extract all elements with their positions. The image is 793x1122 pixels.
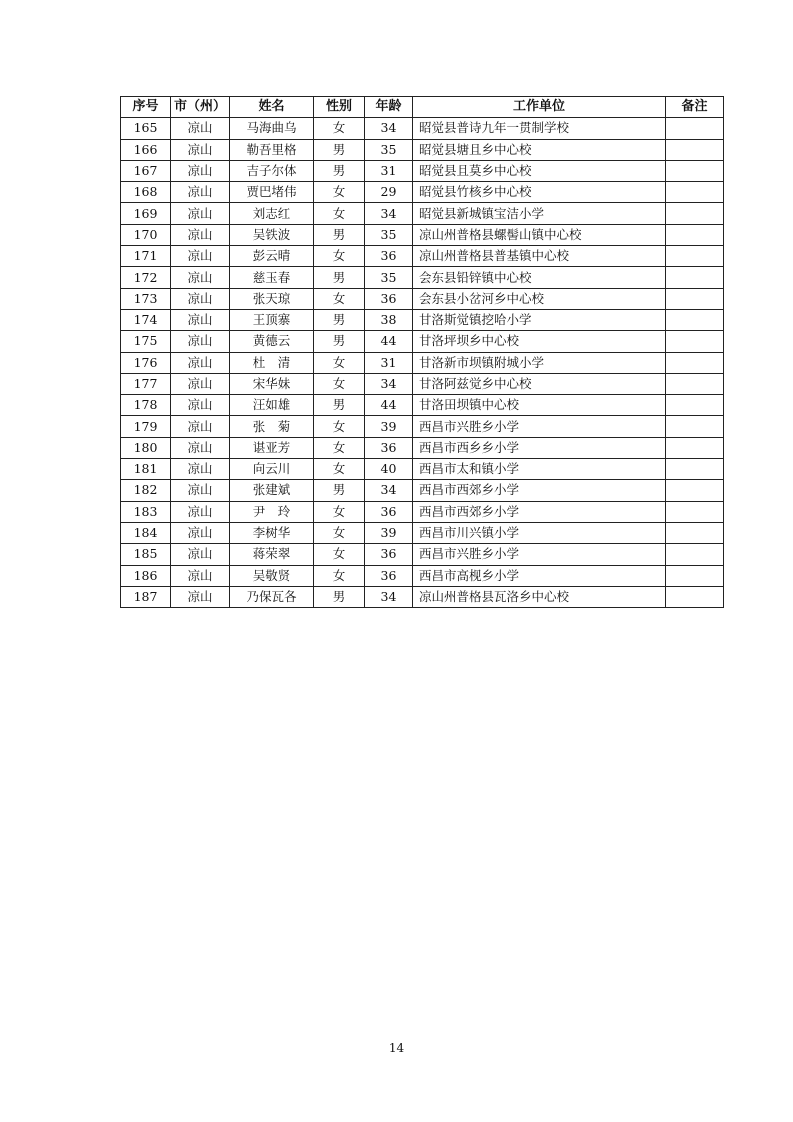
cell-gender: 女 bbox=[314, 437, 365, 458]
table-row bbox=[121, 586, 724, 607]
cell-note bbox=[666, 139, 724, 160]
cell-city: 凉山 bbox=[171, 501, 230, 522]
cell-name: 吴敬贤 bbox=[230, 565, 314, 586]
cell-no: 183 bbox=[121, 501, 171, 522]
table-row bbox=[121, 544, 724, 565]
cell-city: 凉山 bbox=[171, 416, 230, 437]
cell-no: 168 bbox=[121, 182, 171, 203]
cell-unit: 凉山州普格县螺髻山镇中心校 bbox=[413, 224, 666, 245]
cell-name: 刘志红 bbox=[230, 203, 314, 224]
cell-age: 36 bbox=[365, 288, 413, 309]
cell-unit: 西昌市川兴镇小学 bbox=[413, 522, 666, 543]
cell-gender: 男 bbox=[314, 160, 365, 181]
table-row bbox=[121, 160, 724, 181]
cell-gender: 女 bbox=[314, 373, 365, 394]
cell-unit: 甘洛阿兹觉乡中心校 bbox=[413, 373, 666, 394]
table-row bbox=[121, 480, 724, 501]
cell-city: 凉山 bbox=[171, 373, 230, 394]
cell-age: 31 bbox=[365, 160, 413, 181]
cell-note bbox=[666, 459, 724, 480]
cell-city: 凉山 bbox=[171, 309, 230, 330]
table-row bbox=[121, 331, 724, 352]
cell-age: 29 bbox=[365, 182, 413, 203]
cell-city: 凉山 bbox=[171, 267, 230, 288]
cell-city: 凉山 bbox=[171, 224, 230, 245]
cell-name: 汪如雄 bbox=[230, 395, 314, 416]
table-row bbox=[121, 246, 724, 267]
cell-gender: 男 bbox=[314, 267, 365, 288]
cell-note bbox=[666, 437, 724, 458]
table-row bbox=[121, 416, 724, 437]
cell-age: 36 bbox=[365, 437, 413, 458]
cell-city: 凉山 bbox=[171, 544, 230, 565]
cell-name: 杜 清 bbox=[230, 352, 314, 373]
cell-unit: 会东县铅锌镇中心校 bbox=[413, 267, 666, 288]
cell-unit: 甘洛新市坝镇附城小学 bbox=[413, 352, 666, 373]
cell-city: 凉山 bbox=[171, 139, 230, 160]
cell-no: 169 bbox=[121, 203, 171, 224]
header-city: 市（州） bbox=[171, 97, 230, 118]
cell-note bbox=[666, 565, 724, 586]
cell-gender: 男 bbox=[314, 586, 365, 607]
cell-name: 吉子尔体 bbox=[230, 160, 314, 181]
cell-age: 36 bbox=[365, 246, 413, 267]
cell-age: 39 bbox=[365, 522, 413, 543]
cell-unit: 昭觉县普诗九年一贯制学校 bbox=[413, 118, 666, 139]
cell-note bbox=[666, 331, 724, 352]
cell-age: 44 bbox=[365, 395, 413, 416]
cell-age: 34 bbox=[365, 118, 413, 139]
cell-note bbox=[666, 267, 724, 288]
cell-city: 凉山 bbox=[171, 246, 230, 267]
cell-no: 170 bbox=[121, 224, 171, 245]
cell-gender: 女 bbox=[314, 352, 365, 373]
cell-city: 凉山 bbox=[171, 352, 230, 373]
cell-unit: 西昌市高枧乡小学 bbox=[413, 565, 666, 586]
cell-note bbox=[666, 522, 724, 543]
cell-unit: 西昌市兴胜乡小学 bbox=[413, 416, 666, 437]
roster-body bbox=[121, 118, 724, 608]
cell-note bbox=[666, 544, 724, 565]
table-row bbox=[121, 501, 724, 522]
cell-age: 35 bbox=[365, 139, 413, 160]
cell-name: 慈玉春 bbox=[230, 267, 314, 288]
table-row bbox=[121, 352, 724, 373]
cell-city: 凉山 bbox=[171, 182, 230, 203]
cell-note bbox=[666, 352, 724, 373]
cell-note bbox=[666, 480, 724, 501]
cell-gender: 女 bbox=[314, 501, 365, 522]
cell-name: 张天琼 bbox=[230, 288, 314, 309]
cell-no: 182 bbox=[121, 480, 171, 501]
cell-age: 38 bbox=[365, 309, 413, 330]
cell-city: 凉山 bbox=[171, 160, 230, 181]
header-unit: 工作单位 bbox=[413, 97, 666, 118]
cell-gender: 男 bbox=[314, 331, 365, 352]
cell-gender: 女 bbox=[314, 416, 365, 437]
cell-no: 186 bbox=[121, 565, 171, 586]
cell-age: 35 bbox=[365, 267, 413, 288]
cell-unit: 凉山州普格县普基镇中心校 bbox=[413, 246, 666, 267]
cell-city: 凉山 bbox=[171, 586, 230, 607]
cell-no: 184 bbox=[121, 522, 171, 543]
cell-gender: 男 bbox=[314, 139, 365, 160]
header-name: 姓名 bbox=[230, 97, 314, 118]
table-row bbox=[121, 224, 724, 245]
cell-city: 凉山 bbox=[171, 480, 230, 501]
cell-note bbox=[666, 586, 724, 607]
cell-note bbox=[666, 395, 724, 416]
cell-age: 39 bbox=[365, 416, 413, 437]
cell-name: 张 菊 bbox=[230, 416, 314, 437]
cell-note bbox=[666, 309, 724, 330]
cell-note bbox=[666, 246, 724, 267]
cell-age: 44 bbox=[365, 331, 413, 352]
cell-no: 180 bbox=[121, 437, 171, 458]
cell-unit: 昭觉县塘且乡中心校 bbox=[413, 139, 666, 160]
header-note: 备注 bbox=[666, 97, 724, 118]
cell-city: 凉山 bbox=[171, 203, 230, 224]
roster-table bbox=[120, 96, 724, 608]
table-row bbox=[121, 203, 724, 224]
cell-age: 36 bbox=[365, 544, 413, 565]
cell-gender: 男 bbox=[314, 309, 365, 330]
cell-name: 谌亚芳 bbox=[230, 437, 314, 458]
cell-no: 178 bbox=[121, 395, 171, 416]
cell-unit: 西昌市西郊乡小学 bbox=[413, 480, 666, 501]
cell-unit: 昭觉县且莫乡中心校 bbox=[413, 160, 666, 181]
table-row bbox=[121, 373, 724, 394]
cell-name: 贾巴堵伟 bbox=[230, 182, 314, 203]
table-row bbox=[121, 437, 724, 458]
cell-no: 174 bbox=[121, 309, 171, 330]
cell-age: 34 bbox=[365, 480, 413, 501]
header-no: 序号 bbox=[121, 97, 171, 118]
cell-no: 165 bbox=[121, 118, 171, 139]
cell-name: 李树华 bbox=[230, 522, 314, 543]
cell-unit: 西昌市西郊乡小学 bbox=[413, 501, 666, 522]
cell-no: 177 bbox=[121, 373, 171, 394]
cell-unit: 昭觉县竹核乡中心校 bbox=[413, 182, 666, 203]
cell-no: 173 bbox=[121, 288, 171, 309]
cell-note bbox=[666, 501, 724, 522]
cell-gender: 女 bbox=[314, 459, 365, 480]
table-row bbox=[121, 182, 724, 203]
cell-no: 172 bbox=[121, 267, 171, 288]
cell-gender: 女 bbox=[314, 288, 365, 309]
header-age: 年龄 bbox=[365, 97, 413, 118]
cell-name: 吴铁波 bbox=[230, 224, 314, 245]
cell-note bbox=[666, 224, 724, 245]
cell-age: 36 bbox=[365, 501, 413, 522]
cell-note bbox=[666, 416, 724, 437]
cell-name: 张建斌 bbox=[230, 480, 314, 501]
header-row bbox=[121, 97, 724, 118]
table-row bbox=[121, 118, 724, 139]
cell-name: 黄德云 bbox=[230, 331, 314, 352]
cell-gender: 女 bbox=[314, 522, 365, 543]
cell-gender: 女 bbox=[314, 118, 365, 139]
cell-name: 向云川 bbox=[230, 459, 314, 480]
cell-unit: 西昌市西乡乡小学 bbox=[413, 437, 666, 458]
cell-note bbox=[666, 182, 724, 203]
cell-city: 凉山 bbox=[171, 437, 230, 458]
cell-age: 35 bbox=[365, 224, 413, 245]
cell-gender: 女 bbox=[314, 203, 365, 224]
cell-age: 34 bbox=[365, 373, 413, 394]
cell-name: 彭云晴 bbox=[230, 246, 314, 267]
cell-no: 175 bbox=[121, 331, 171, 352]
table-row bbox=[121, 309, 724, 330]
cell-age: 36 bbox=[365, 565, 413, 586]
cell-no: 185 bbox=[121, 544, 171, 565]
cell-unit: 西昌市兴胜乡小学 bbox=[413, 544, 666, 565]
cell-city: 凉山 bbox=[171, 522, 230, 543]
cell-note bbox=[666, 118, 724, 139]
cell-unit: 昭觉县新城镇宝洁小学 bbox=[413, 203, 666, 224]
header-gender: 性别 bbox=[314, 97, 365, 118]
page-number: 14 bbox=[388, 1041, 405, 1055]
cell-no: 176 bbox=[121, 352, 171, 373]
roster-sheet bbox=[120, 96, 723, 608]
cell-city: 凉山 bbox=[171, 288, 230, 309]
cell-unit: 甘洛田坝镇中心校 bbox=[413, 395, 666, 416]
cell-city: 凉山 bbox=[171, 118, 230, 139]
cell-gender: 男 bbox=[314, 395, 365, 416]
cell-name: 乃保瓦各 bbox=[230, 586, 314, 607]
cell-age: 40 bbox=[365, 459, 413, 480]
table-row bbox=[121, 522, 724, 543]
cell-name: 勒吾里格 bbox=[230, 139, 314, 160]
table-row bbox=[121, 459, 724, 480]
cell-unit: 凉山州普格县瓦洛乡中心校 bbox=[413, 586, 666, 607]
cell-age: 31 bbox=[365, 352, 413, 373]
table-row bbox=[121, 288, 724, 309]
table-row bbox=[121, 565, 724, 586]
cell-note bbox=[666, 160, 724, 181]
cell-no: 187 bbox=[121, 586, 171, 607]
cell-no: 166 bbox=[121, 139, 171, 160]
cell-note bbox=[666, 288, 724, 309]
cell-gender: 男 bbox=[314, 224, 365, 245]
cell-gender: 女 bbox=[314, 565, 365, 586]
cell-gender: 女 bbox=[314, 182, 365, 203]
cell-city: 凉山 bbox=[171, 395, 230, 416]
cell-name: 蒋荣翠 bbox=[230, 544, 314, 565]
cell-city: 凉山 bbox=[171, 565, 230, 586]
cell-city: 凉山 bbox=[171, 459, 230, 480]
table-row bbox=[121, 139, 724, 160]
cell-name: 马海曲乌 bbox=[230, 118, 314, 139]
cell-gender: 女 bbox=[314, 246, 365, 267]
cell-no: 179 bbox=[121, 416, 171, 437]
cell-unit: 甘洛斯觉镇挖哈小学 bbox=[413, 309, 666, 330]
cell-gender: 女 bbox=[314, 544, 365, 565]
cell-no: 171 bbox=[121, 246, 171, 267]
cell-name: 尹 玲 bbox=[230, 501, 314, 522]
table-row bbox=[121, 267, 724, 288]
cell-unit: 西昌市太和镇小学 bbox=[413, 459, 666, 480]
cell-name: 宋华妹 bbox=[230, 373, 314, 394]
cell-note bbox=[666, 373, 724, 394]
table-row bbox=[121, 395, 724, 416]
cell-age: 34 bbox=[365, 586, 413, 607]
cell-unit: 甘洛坪坝乡中心校 bbox=[413, 331, 666, 352]
cell-note bbox=[666, 203, 724, 224]
cell-no: 167 bbox=[121, 160, 171, 181]
cell-unit: 会东县小岔河乡中心校 bbox=[413, 288, 666, 309]
cell-city: 凉山 bbox=[171, 331, 230, 352]
cell-no: 181 bbox=[121, 459, 171, 480]
cell-gender: 男 bbox=[314, 480, 365, 501]
cell-name: 王顶寨 bbox=[230, 309, 314, 330]
cell-age: 34 bbox=[365, 203, 413, 224]
